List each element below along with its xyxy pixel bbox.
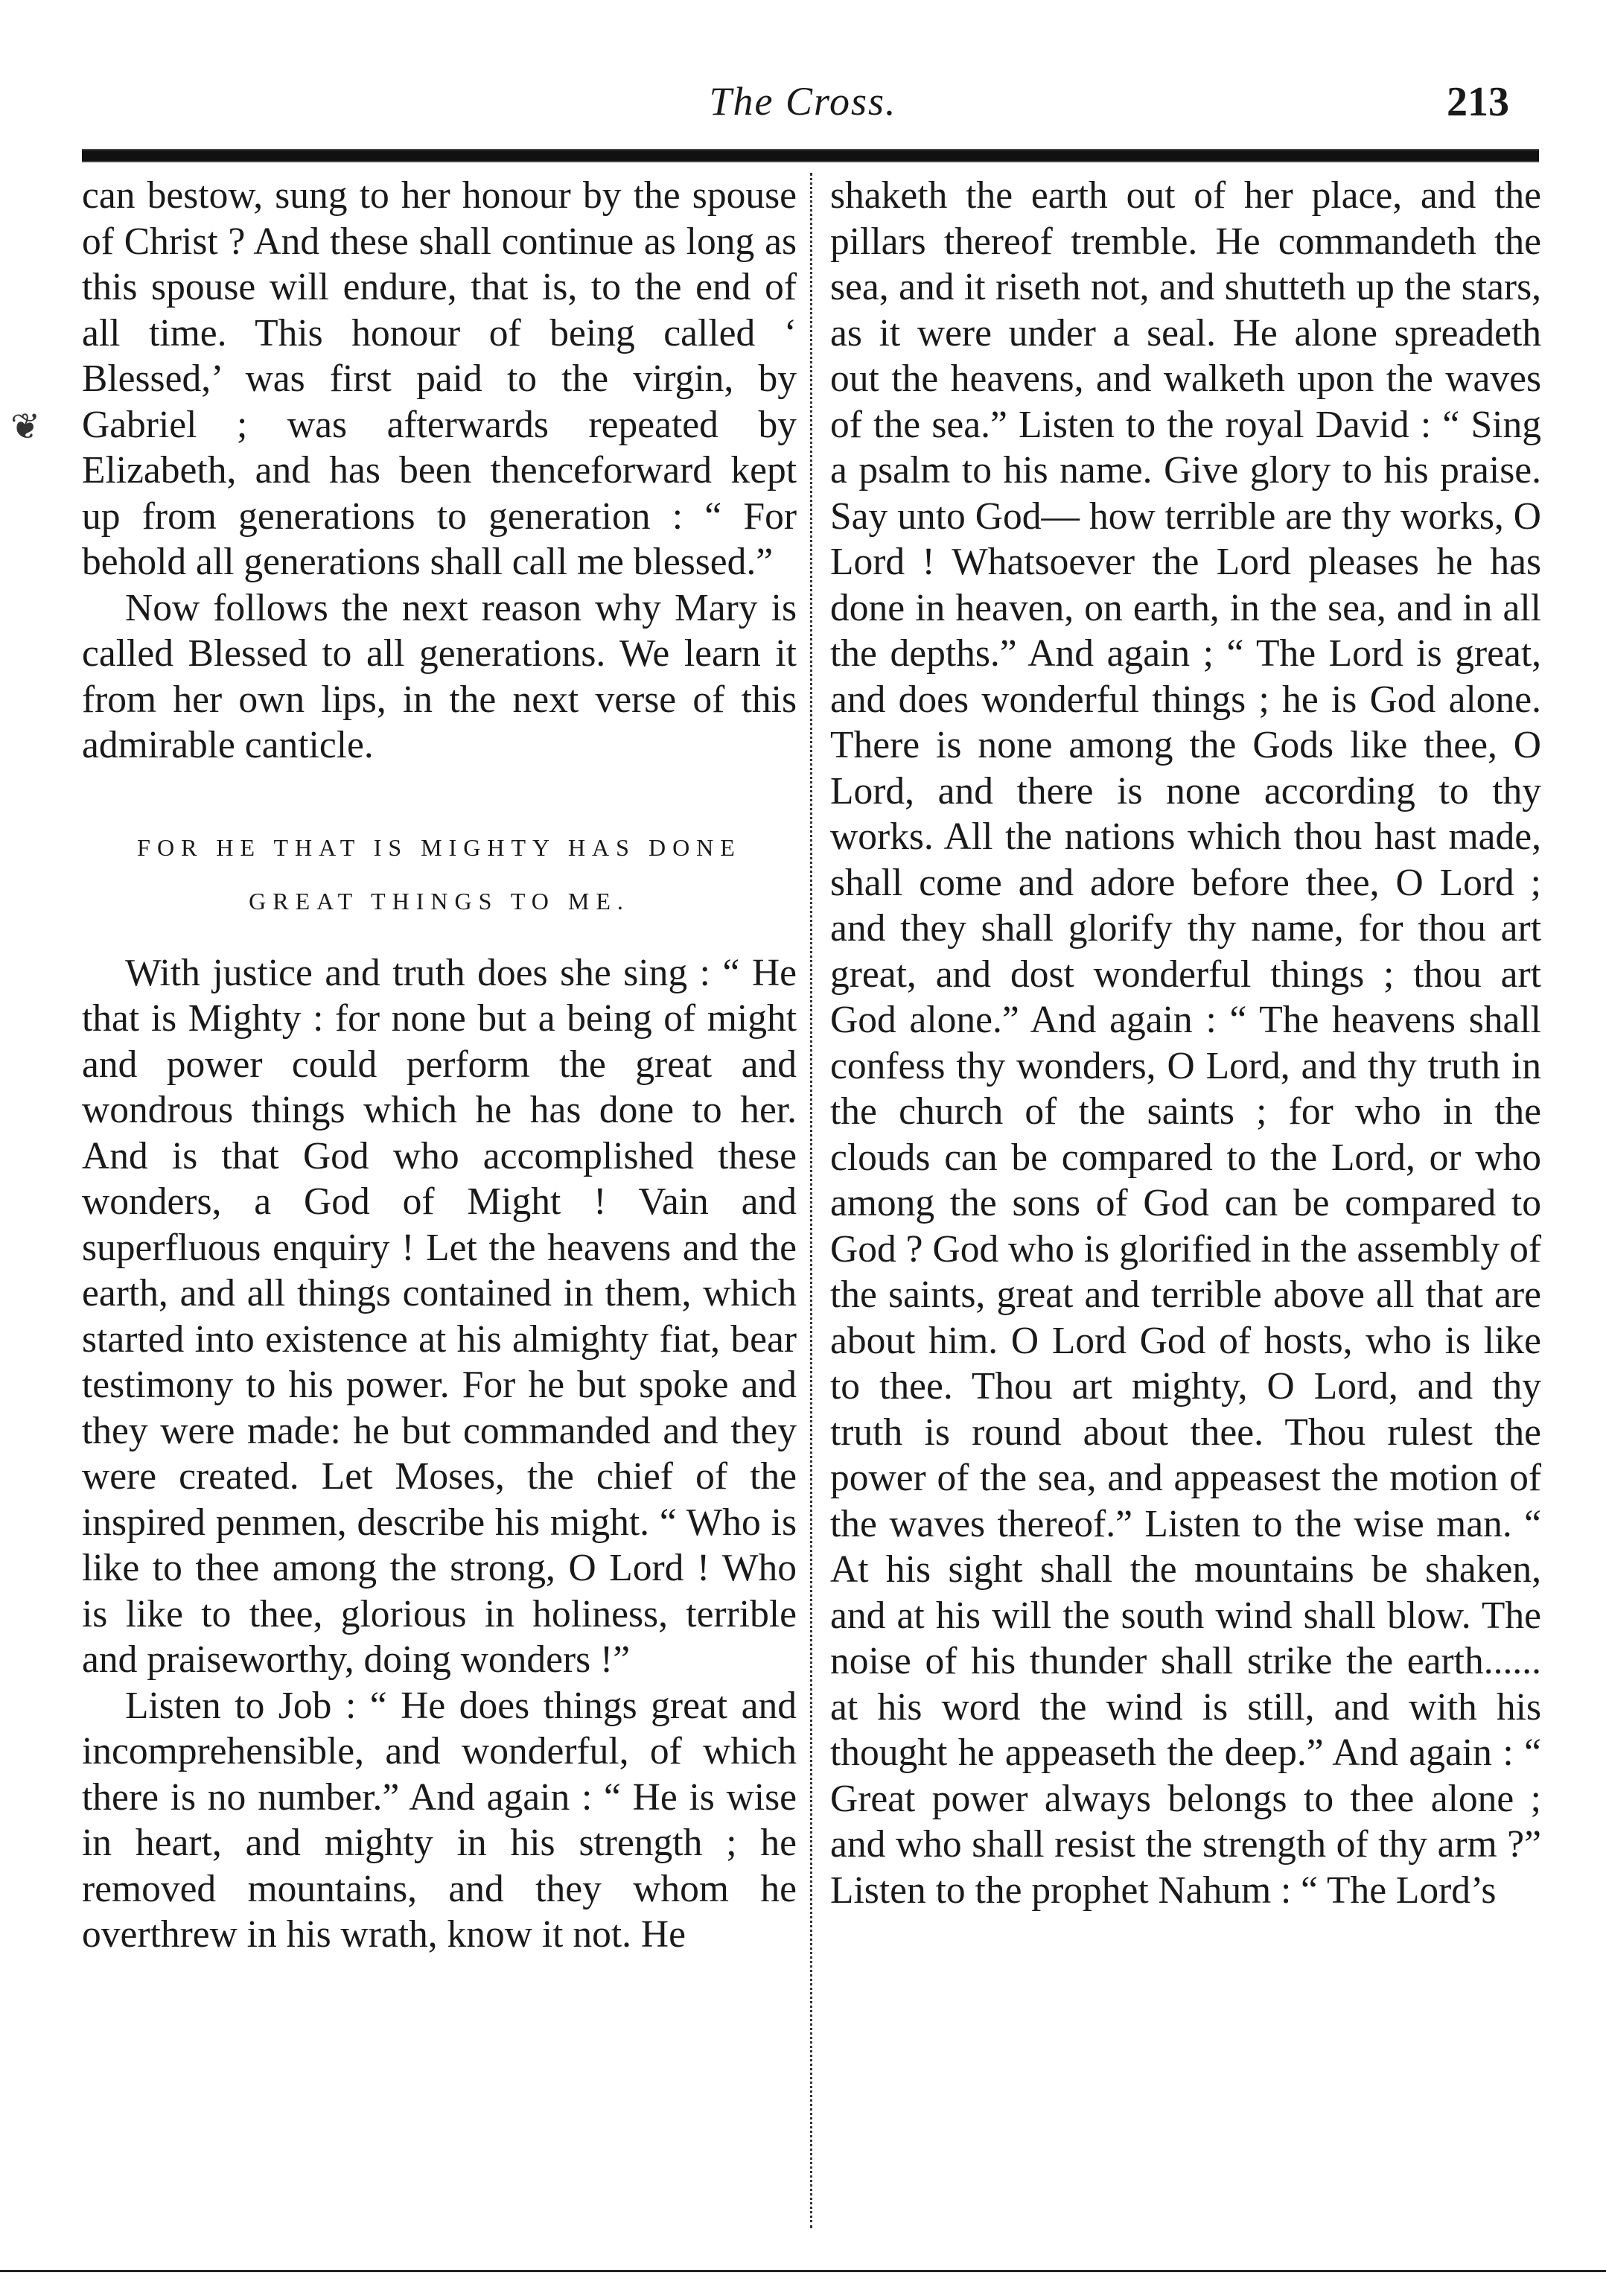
right-column	[830, 173, 1541, 1913]
section-heading-line-1: FOR HE THAT IS MIGHTY HAS DONE	[137, 833, 742, 861]
left-column	[82, 173, 797, 1958]
running-head	[82, 78, 1524, 138]
footer-rule	[0, 2270, 1606, 2272]
column-divider	[810, 173, 812, 2228]
header-rule	[82, 149, 1539, 162]
section-heading	[82, 821, 797, 928]
right-paragraph-1: shaketh the earth out of her place, and the pillars thereof tremble. He commandeth the sea, and it riseth not, and shutteth up the stars, as it were under a seal. He alone spreadeth out the heavens, and walketh upon the waves of the sea.” Listen to the royal David : “ Sing a psalm to his name. Give glory to his praise. Say unto God— how terrible are thy works, O Lord ! Whatsoever the Lord pleases he has done in heaven, on earth, in the sea, and in all the depths.” And again ; “ The Lord is great, and does wonderful things ; he is God alone. There is none among the Gods like thee, O Lord, and there is none according to thy works. All the nations which thou hast made, shall come and adore before thee, O Lord ; and they shall glorify thy name, for thou art great, and dost wonderful things ; thou art God alone.” And again : “ The heavens shall confess thy wonders, O Lord, and thy truth in the church of the saints ; for who in the clouds can be compared to the Lord, or who among the sons of God can be compared to God ? God who is glorified in the assembly of the saints, great and terrible above all that are about him. O Lord God of hosts, who is like to thee. Thou art mighty, O Lord, and thy truth is round about thee. Thou rulest the power of the sea, and appeasest the motion of the waves thereof.” Listen to the wise man. “ At his sight shall the mountains be shaken, and at his will the south wind shall blow. The noise of his thunder shall strike the earth...... at his word the wind is still, and with his thought he appeaseth the deep.” And again : “ Great power always belongs to thee alone ; and who shall resist the strength of thy arm ?” Listen to the prophet Nahum : “ The Lord’s	[830, 174, 1541, 1912]
left-paragraph-4: Listen to Job : “ He does things great and incomprehensible, and wonderful, of which there is no number.” And again : “ He is wise in heart, and mighty in his strength ; he removed mountains, and they whom he overthrew in his wrath, know it not. He	[82, 1684, 797, 1956]
margin-ornament-icon: ❦	[10, 407, 41, 447]
page-number: 213	[1447, 79, 1509, 125]
section-heading-line-2: GREAT THINGS TO ME.	[249, 887, 630, 915]
left-paragraph-1: can bestow, sung to her honour by the spouse of Christ ? And these shall continue as long as this spouse will endure, that is, to the end of all time. This honour of being called ‘ Blessed,’ was first paid to the virgin, by Gabriel ; was afterwards repeated by Elizabeth, and has been thenceforward kept up from generations to generation : “ For behold all generations shall call me blessed.”	[82, 174, 797, 583]
running-title: The Cross.	[709, 79, 897, 124]
left-paragraph-2: Now follows the next reason why Mary is called Blessed to all generations. We learn it from her own lips, in the next verse of this admirable canticle.	[82, 586, 797, 766]
left-paragraph-3: With justice and truth does she sing : “ He that is Mighty : for none but a being of might and power could perform the great and wondrous things which he has done to her. And is that God who accomplished these wonders, a God of Might ! Vain and superfluous enquiry ! Let the heavens and the earth, and all things contained in them, which started into existence at his almighty fiat, bear testimony to his power. For he but spoke and they were made: he but commanded and they were created. Let Moses, the chief of the inspired penmen, describe his might. “ Who is like to thee among the strong, O Lord ! Who is like to thee, glorious in holiness, terrible and praiseworthy, doing wonders !”	[82, 951, 797, 1681]
